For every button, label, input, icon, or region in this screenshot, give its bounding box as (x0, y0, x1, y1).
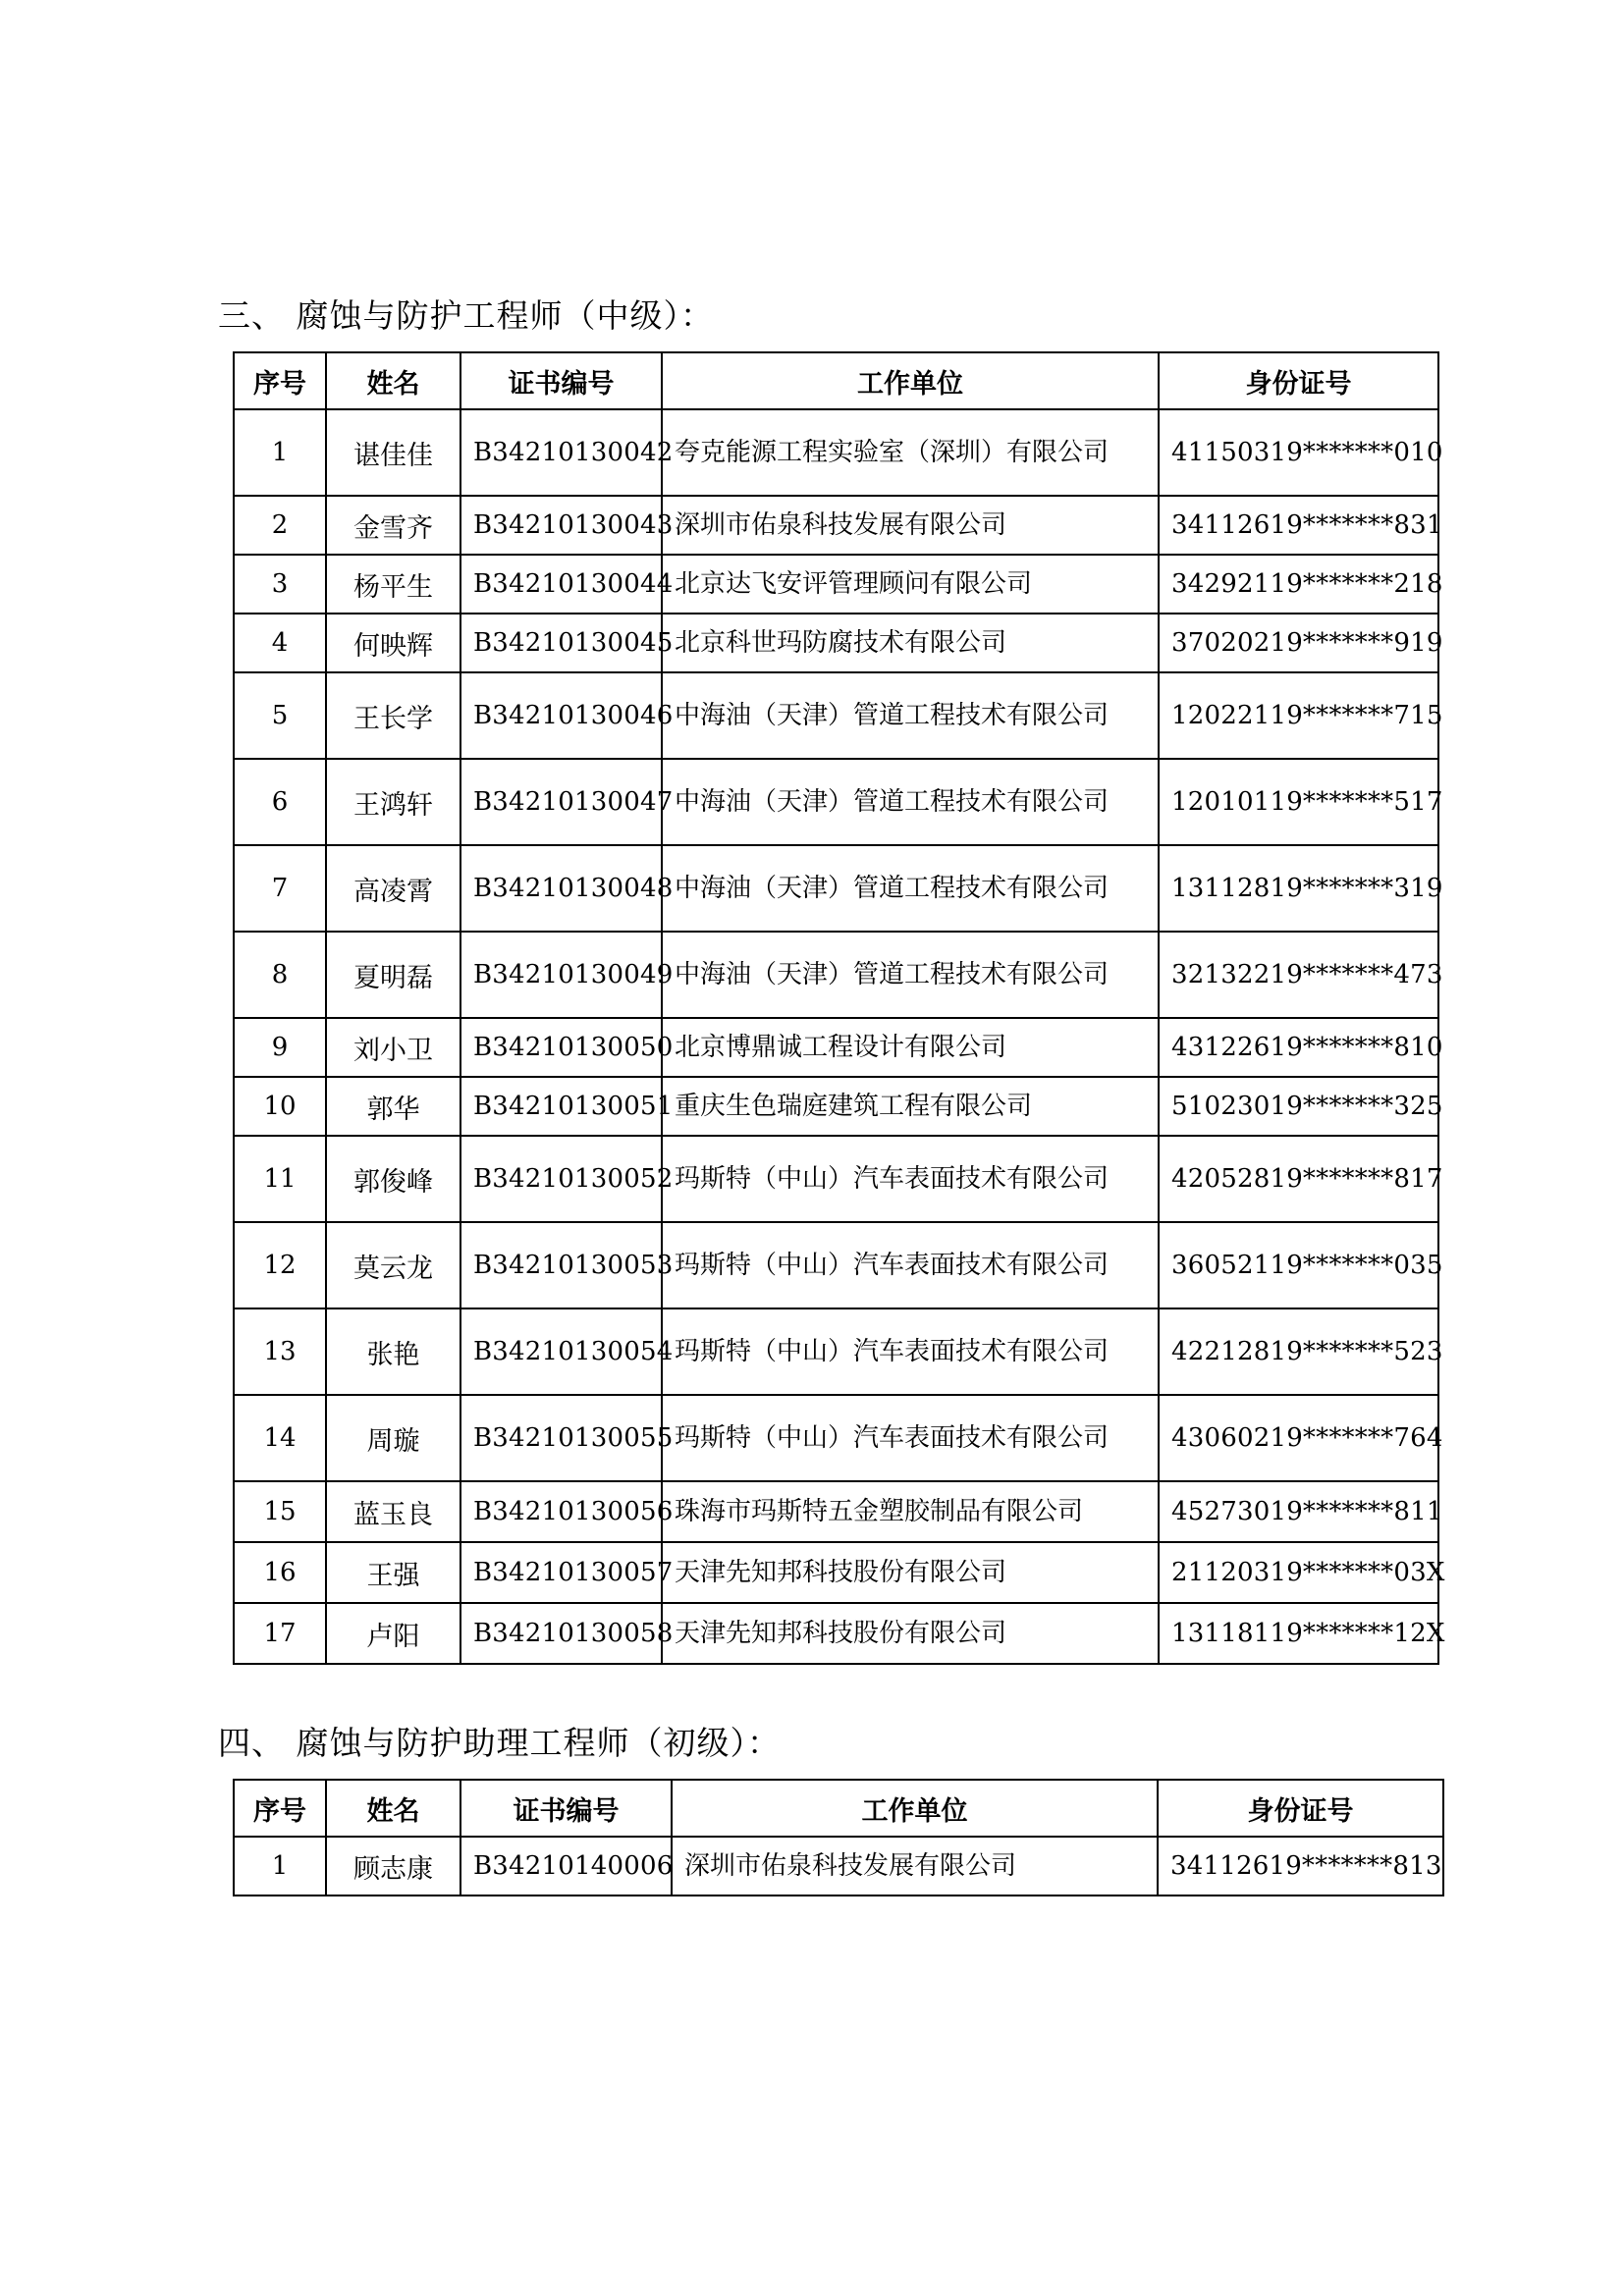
row-number: 15 (234, 1481, 326, 1542)
header-no: 序号 (234, 352, 326, 409)
work-unit: 玛斯特（中山）汽车表面技术有限公司 (662, 1136, 1159, 1222)
person-name: 王强 (326, 1542, 460, 1603)
work-unit: 玛斯特（中山）汽车表面技术有限公司 (662, 1395, 1159, 1481)
certificate-number: B34210130046 (460, 672, 662, 759)
row-number: 2 (234, 496, 326, 555)
id-number: 41150319*******010 (1159, 409, 1438, 496)
person-name: 金雪齐 (326, 496, 460, 555)
work-unit: 深圳市佑泉科技发展有限公司 (672, 1837, 1158, 1896)
row-number: 1 (234, 409, 326, 496)
certificate-number: B34210130050 (460, 1018, 662, 1077)
certificate-number: B34210130056 (460, 1481, 662, 1542)
id-number: 34112619*******831 (1159, 496, 1438, 555)
row-number: 5 (234, 672, 326, 759)
work-unit: 天津先知邦科技股份有限公司 (662, 1603, 1159, 1664)
person-name: 刘小卫 (326, 1018, 460, 1077)
certificate-number: B34210130042 (460, 409, 662, 496)
intermediate-engineer-table (233, 351, 1445, 1665)
row-number: 17 (234, 1603, 326, 1664)
work-unit: 重庆生色瑞庭建筑工程有限公司 (662, 1077, 1159, 1136)
certificate-number: B34210130049 (460, 932, 662, 1018)
work-unit: 中海油（天津）管道工程技术有限公司 (662, 759, 1159, 845)
table-row (234, 1542, 1438, 1603)
row-number: 8 (234, 932, 326, 1018)
work-unit: 玛斯特（中山）汽车表面技术有限公司 (662, 1308, 1159, 1395)
work-unit: 北京达飞安评管理顾问有限公司 (662, 555, 1159, 614)
person-name: 张艳 (326, 1308, 460, 1395)
id-number: 21120319*******03X (1159, 1542, 1438, 1603)
table-row (234, 672, 1438, 759)
certificate-number: B34210130058 (460, 1603, 662, 1664)
table-row (234, 1837, 1443, 1896)
table-row (234, 1395, 1438, 1481)
certificate-number: B34210130051 (460, 1077, 662, 1136)
person-name: 高凌霄 (326, 845, 460, 932)
id-number: 37020219*******919 (1159, 614, 1438, 672)
header-cert: 证书编号 (460, 352, 662, 409)
id-number: 42052819*******817 (1159, 1136, 1438, 1222)
row-number: 1 (234, 1837, 326, 1896)
work-unit: 天津先知邦科技股份有限公司 (662, 1542, 1159, 1603)
person-name: 卢阳 (326, 1603, 460, 1664)
certificate-number: B34210130054 (460, 1308, 662, 1395)
table-row (234, 555, 1438, 614)
table-row (234, 1481, 1438, 1542)
header-cert: 证书编号 (460, 1780, 672, 1837)
section-4-title: 四、 腐蚀与防护助理工程师（初级）： (218, 1724, 781, 1762)
work-unit: 北京博鼎诚工程设计有限公司 (662, 1018, 1159, 1077)
person-name: 周璇 (326, 1395, 460, 1481)
header-unit: 工作单位 (672, 1780, 1158, 1837)
header-no: 序号 (234, 1780, 326, 1837)
person-name: 谌佳佳 (326, 409, 460, 496)
table-row (234, 496, 1438, 555)
work-unit: 夸克能源工程实验室（深圳）有限公司 (662, 409, 1159, 496)
table-row (234, 1308, 1438, 1395)
person-name: 杨平生 (326, 555, 460, 614)
table-row (234, 1018, 1438, 1077)
id-number: 51023019*******325 (1159, 1077, 1438, 1136)
row-number: 7 (234, 845, 326, 932)
table-row (234, 1077, 1438, 1136)
row-number: 3 (234, 555, 326, 614)
table-row (234, 1222, 1438, 1308)
certificate-number: B34210130053 (460, 1222, 662, 1308)
table-row (234, 1603, 1438, 1664)
table-row (234, 845, 1438, 932)
header-id: 身份证号 (1158, 1780, 1443, 1837)
row-number: 12 (234, 1222, 326, 1308)
person-name: 莫云龙 (326, 1222, 460, 1308)
work-unit: 北京科世玛防腐技术有限公司 (662, 614, 1159, 672)
table-row (234, 614, 1438, 672)
work-unit: 珠海市玛斯特五金塑胶制品有限公司 (662, 1481, 1159, 1542)
person-name: 顾志康 (326, 1837, 460, 1896)
work-unit: 玛斯特（中山）汽车表面技术有限公司 (662, 1222, 1159, 1308)
person-name: 郭华 (326, 1077, 460, 1136)
row-number: 9 (234, 1018, 326, 1077)
header-unit: 工作单位 (662, 352, 1159, 409)
row-number: 4 (234, 614, 326, 672)
section-3-title: 三、 腐蚀与防护工程师（中级）： (218, 296, 714, 335)
certificate-number: B34210130048 (460, 845, 662, 932)
work-unit: 深圳市佑泉科技发展有限公司 (662, 496, 1159, 555)
table-header-row (234, 352, 1438, 409)
id-number: 32132219*******473 (1159, 932, 1438, 1018)
table-row (234, 409, 1438, 496)
row-number: 14 (234, 1395, 326, 1481)
certificate-number: B34210130047 (460, 759, 662, 845)
id-number: 42212819*******523 (1159, 1308, 1438, 1395)
table-row (234, 759, 1438, 845)
certificate-number: B34210130045 (460, 614, 662, 672)
header-name: 姓名 (326, 1780, 460, 1837)
certificate-number: B34210140006 (460, 1837, 672, 1896)
certificate-number: B34210130052 (460, 1136, 662, 1222)
header-name: 姓名 (326, 352, 460, 409)
id-number: 12010119*******517 (1159, 759, 1438, 845)
row-number: 6 (234, 759, 326, 845)
id-number: 34292119*******218 (1159, 555, 1438, 614)
row-number: 10 (234, 1077, 326, 1136)
id-number: 13118119*******12X (1159, 1603, 1438, 1664)
person-name: 王鸿轩 (326, 759, 460, 845)
id-number: 45273019*******811 (1159, 1481, 1438, 1542)
row-number: 16 (234, 1542, 326, 1603)
id-number: 43122619*******810 (1159, 1018, 1438, 1077)
certificate-number: B34210130043 (460, 496, 662, 555)
id-number: 36052119*******035 (1159, 1222, 1438, 1308)
person-name: 夏明磊 (326, 932, 460, 1018)
certificate-number: B34210130055 (460, 1395, 662, 1481)
work-unit: 中海油（天津）管道工程技术有限公司 (662, 845, 1159, 932)
row-number: 13 (234, 1308, 326, 1395)
id-number: 12022119*******715 (1159, 672, 1438, 759)
person-name: 王长学 (326, 672, 460, 759)
id-number: 43060219*******764 (1159, 1395, 1438, 1481)
table-row (234, 932, 1438, 1018)
person-name: 蓝玉良 (326, 1481, 460, 1542)
header-id: 身份证号 (1159, 352, 1438, 409)
assistant-engineer-table (233, 1779, 1444, 1896)
work-unit: 中海油（天津）管道工程技术有限公司 (662, 672, 1159, 759)
id-number: 34112619*******813 (1158, 1837, 1443, 1896)
row-number: 11 (234, 1136, 326, 1222)
table-header-row (234, 1780, 1443, 1837)
table-row (234, 1136, 1438, 1222)
work-unit: 中海油（天津）管道工程技术有限公司 (662, 932, 1159, 1018)
person-name: 郭俊峰 (326, 1136, 460, 1222)
person-name: 何映辉 (326, 614, 460, 672)
certificate-number: B34210130044 (460, 555, 662, 614)
certificate-number: B34210130057 (460, 1542, 662, 1603)
id-number: 13112819*******319 (1159, 845, 1438, 932)
